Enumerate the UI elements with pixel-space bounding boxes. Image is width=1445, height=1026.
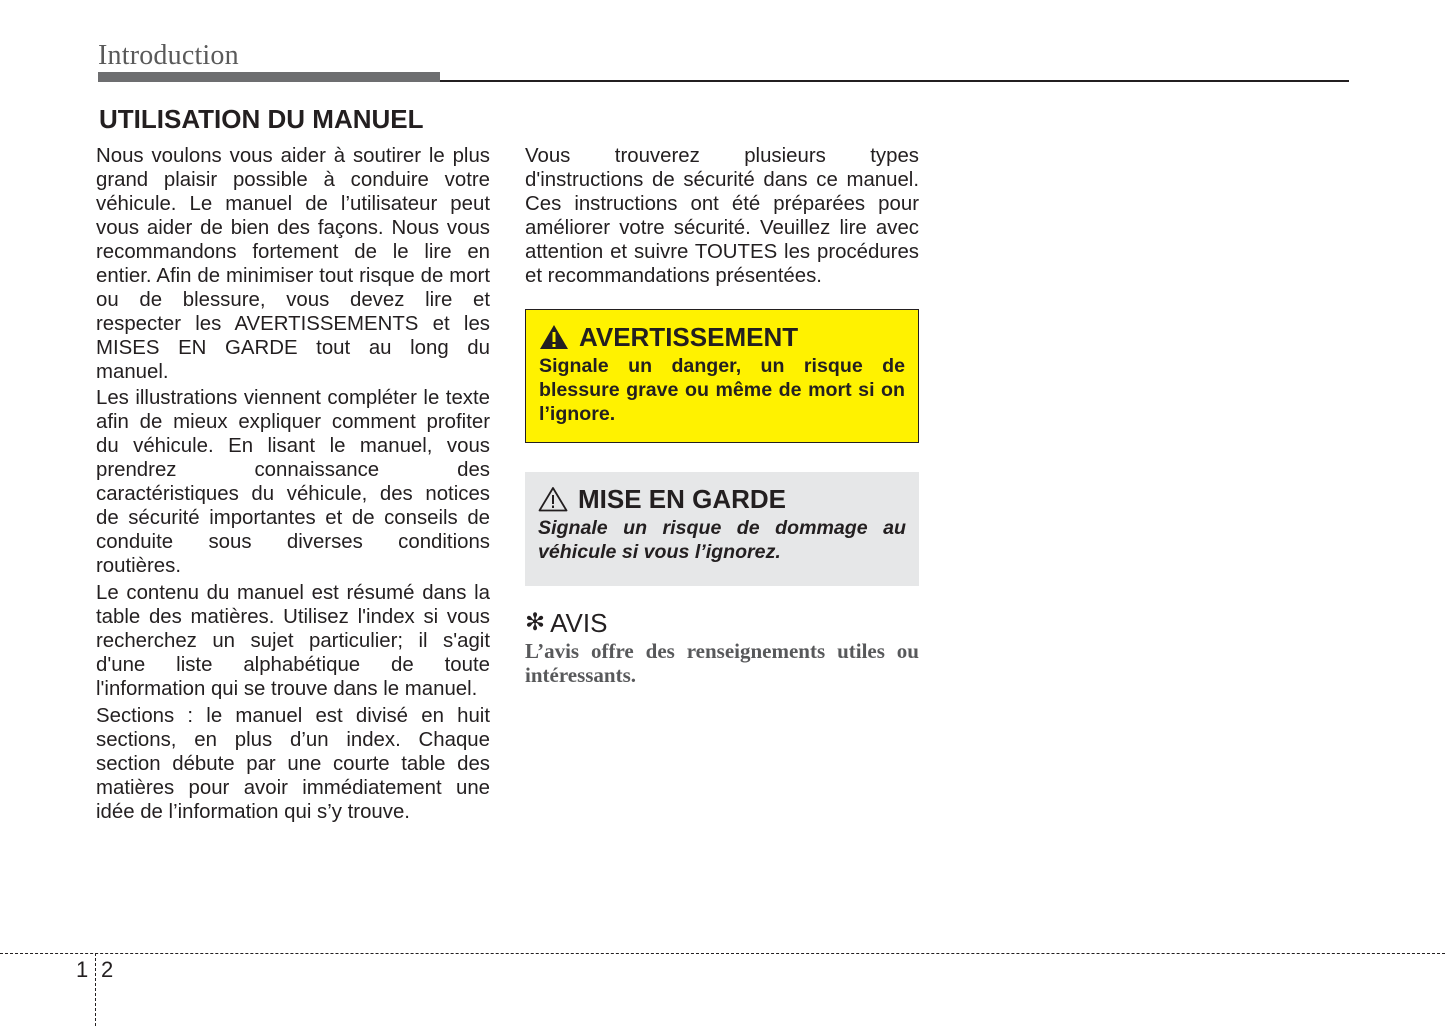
asterisk-icon: ✻ [525, 609, 546, 636]
paragraph-safety-intro: Vous trouverez plusieurs types d'instructions de sécurité dans ce manuel. Ces instructions ont été préparées pour améliorer votre sécurité. Veuillez lire avec attention et suivre TOUTES les procédures et recommandations présentées. [525, 145, 919, 287]
warning-triangle-filled-icon [539, 324, 569, 350]
caution-title: MISE EN GARDE [578, 484, 787, 514]
paragraph-contents: Le contenu du manuel est résumé dans la table des matières. Utilisez l'index si vous recherchez un sujet particulier; il s'agit d'une liste alphabétique de toute l'information qui se trouve dans le manuel. [96, 582, 490, 700]
left-column [96, 144, 490, 824]
notice-title-row [525, 607, 919, 639]
footer-dashed-rule [0, 953, 1445, 954]
warning-text: Signale un danger, un risque de blessure grave ou même de mort si on l’ignore. [539, 355, 905, 425]
page-heading: UTILISATION DU MANUEL [99, 104, 424, 134]
footer-dashed-divider [95, 953, 96, 1026]
header-rule-thick [98, 72, 440, 82]
notice-title: AVIS [550, 608, 608, 638]
warning-title-row [539, 322, 905, 352]
right-column [525, 144, 919, 288]
caution-title-row [538, 484, 906, 514]
warning-box [525, 309, 919, 443]
warning-triangle-outline-icon [538, 486, 568, 512]
page-number: 2 [101, 957, 114, 982]
paragraph-sections: Sections : le manuel est divisé en huit sections, en plus d’un index. Chaque section débute par une courte table des matières pour avoir immédiatement une idée de l’information qui s’y trouve. [96, 705, 490, 823]
header-rule-thin [440, 80, 1349, 82]
notice-block [525, 607, 919, 687]
paragraph-intro: Nous voulons vous aider à soutirer le plus grand plaisir possible à conduire votre véhicule. Le manuel de l’utilisateur peut vous aider de bien des façons. Nous vous recommandons fortement de le lire en entier. Afin de minimiser tout risque de mort ou de blessure, vous devez lire et respecter les AVERTISSEMENTS et les MISES EN GARDE tout au long du manuel. [96, 145, 490, 383]
caution-box [525, 472, 919, 586]
section-title: Introduction [98, 40, 239, 71]
paragraph-illustrations: Les illustrations viennent compléter le texte afin de mieux expliquer comment profiter du véhicule. En lisant le manuel, vous prendrez connaissance des caractéristiques du véhicule, des notices de sécurité importantes et de conseils de conduite sous diverses conditions routières. [96, 387, 490, 577]
notice-text: L’avis offre des renseignements utiles ou intéressants. [525, 639, 919, 687]
caution-text: Signale un risque de dommage au véhicule si vous l’ignorez. [538, 517, 906, 563]
section-number: 1 [76, 957, 89, 982]
warning-title: AVERTISSEMENT [579, 322, 799, 352]
